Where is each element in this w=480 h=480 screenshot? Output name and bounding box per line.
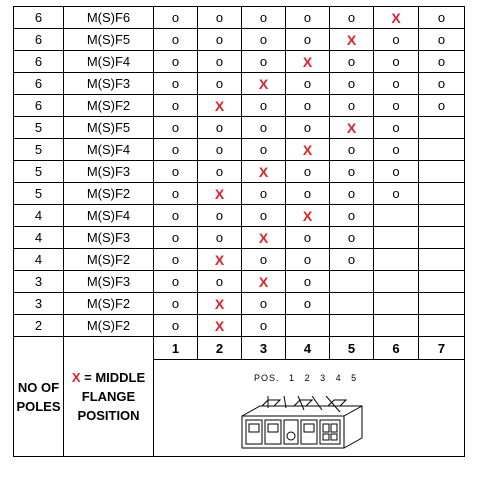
model-cell: M(S)F4 (64, 139, 154, 161)
position-cell: o (286, 117, 330, 139)
position-cell (419, 249, 465, 271)
position-cell: o (198, 73, 242, 95)
table-row (14, 95, 465, 117)
position-cell (419, 205, 465, 227)
position-cell: o (286, 29, 330, 51)
position-cell: o (330, 183, 374, 205)
pos-number: 5 (351, 373, 358, 383)
position-cell: o (286, 7, 330, 29)
position-cell: o (242, 183, 286, 205)
position-cell (374, 249, 419, 271)
position-cell: o (330, 51, 374, 73)
poles-cell: 5 (14, 161, 64, 183)
position-cell: o (242, 315, 286, 337)
position-cell: o (286, 227, 330, 249)
model-cell: M(S)F4 (64, 51, 154, 73)
poles-cell: 6 (14, 29, 64, 51)
pos-number: 2 (304, 373, 311, 383)
model-cell: M(S)F2 (64, 95, 154, 117)
model-cell: M(S)F4 (64, 205, 154, 227)
position-cell: X (242, 161, 286, 183)
position-cell (374, 315, 419, 337)
table-row (14, 205, 465, 227)
position-cell: o (198, 51, 242, 73)
poles-cell: 5 (14, 117, 64, 139)
no-of-poles-label: NO OF POLES (14, 337, 64, 457)
position-cell: o (242, 249, 286, 271)
position-cell (419, 139, 465, 161)
table-row (14, 161, 465, 183)
position-cell: o (374, 117, 419, 139)
model-cell: M(S)F3 (64, 227, 154, 249)
position-cell: o (286, 293, 330, 315)
position-cell (374, 293, 419, 315)
position-cell: o (286, 161, 330, 183)
position-cell: o (154, 161, 198, 183)
model-cell: M(S)F6 (64, 7, 154, 29)
position-number: 1 (154, 337, 198, 360)
position-cell: o (419, 29, 465, 51)
position-cell: o (198, 7, 242, 29)
position-cell (330, 271, 374, 293)
position-cell: X (198, 183, 242, 205)
position-cell: o (154, 249, 198, 271)
position-cell: o (330, 95, 374, 117)
position-cell: o (242, 205, 286, 227)
position-cell: X (198, 249, 242, 271)
position-cell: o (374, 183, 419, 205)
position-cell (330, 315, 374, 337)
poles-cell: 4 (14, 227, 64, 249)
model-cell: M(S)F5 (64, 29, 154, 51)
poles-cell: 6 (14, 95, 64, 117)
position-cell: o (419, 73, 465, 95)
pos-number: 3 (320, 373, 327, 383)
position-cell: o (419, 7, 465, 29)
position-cell: X (198, 315, 242, 337)
position-cell: o (242, 95, 286, 117)
position-cell: o (330, 73, 374, 95)
position-cell (374, 205, 419, 227)
table-row (14, 7, 465, 29)
position-cell: o (154, 117, 198, 139)
position-cell: o (154, 7, 198, 29)
position-cell (419, 271, 465, 293)
position-header-row (14, 337, 465, 360)
position-cell (419, 315, 465, 337)
position-cell (286, 315, 330, 337)
poles-cell: 5 (14, 139, 64, 161)
position-cell: o (374, 95, 419, 117)
position-cell: o (242, 7, 286, 29)
position-cell: o (286, 95, 330, 117)
table-row (14, 183, 465, 205)
position-cell (419, 227, 465, 249)
position-cell: o (198, 271, 242, 293)
model-cell: M(S)F2 (64, 183, 154, 205)
position-table (13, 6, 465, 457)
position-cell: o (286, 249, 330, 271)
table-row (14, 51, 465, 73)
position-cell: o (242, 293, 286, 315)
connector-drawing (232, 396, 372, 452)
position-cell: o (374, 73, 419, 95)
position-cell: o (374, 139, 419, 161)
poles-cell: 5 (14, 183, 64, 205)
position-cell: o (154, 315, 198, 337)
position-cell: o (330, 139, 374, 161)
position-cell: X (374, 7, 419, 29)
position-cell: o (242, 117, 286, 139)
poles-cell: 6 (14, 73, 64, 95)
position-cell: o (154, 29, 198, 51)
poles-cell: 3 (14, 271, 64, 293)
table-row (14, 117, 465, 139)
poles-cell: 6 (14, 51, 64, 73)
position-cell: o (286, 271, 330, 293)
table-footer (14, 337, 465, 457)
position-cell (419, 117, 465, 139)
position-cell: o (374, 51, 419, 73)
position-cell: X (286, 205, 330, 227)
position-cell (419, 161, 465, 183)
model-cell: M(S)F5 (64, 117, 154, 139)
model-cell: M(S)F3 (64, 161, 154, 183)
position-cell: o (330, 7, 374, 29)
position-cell: o (198, 227, 242, 249)
position-cell: X (242, 73, 286, 95)
position-cell: o (198, 117, 242, 139)
position-cell: o (154, 95, 198, 117)
position-cell: o (374, 161, 419, 183)
position-number: 6 (374, 337, 419, 360)
model-cell: M(S)F3 (64, 73, 154, 95)
position-cell: o (330, 227, 374, 249)
position-cell: o (154, 293, 198, 315)
position-cell: o (286, 183, 330, 205)
position-cell (419, 183, 465, 205)
table-row (14, 227, 465, 249)
position-cell: o (154, 73, 198, 95)
position-cell: o (198, 205, 242, 227)
poles-cell: 2 (14, 315, 64, 337)
position-cell (374, 271, 419, 293)
table-body (14, 7, 465, 337)
model-cell: M(S)F2 (64, 293, 154, 315)
connector-image-cell (154, 360, 465, 457)
position-cell: o (419, 95, 465, 117)
position-cell: o (154, 271, 198, 293)
position-cell: X (242, 271, 286, 293)
x-meaning: = MIDDLE FLANGE POSITION (77, 370, 146, 423)
poles-cell: 4 (14, 205, 64, 227)
flange-position-chart (13, 6, 464, 471)
position-cell: o (242, 139, 286, 161)
position-number: 4 (286, 337, 330, 360)
position-cell: o (242, 51, 286, 73)
position-cell: o (330, 205, 374, 227)
position-number: 7 (419, 337, 465, 360)
table-row (14, 73, 465, 95)
x-symbol: X (71, 370, 81, 385)
position-cell (330, 293, 374, 315)
poles-cell: 4 (14, 249, 64, 271)
position-cell: o (242, 29, 286, 51)
position-cell (374, 227, 419, 249)
model-cell: M(S)F3 (64, 271, 154, 293)
pos-prefix: POS. (254, 373, 280, 383)
table-row (14, 249, 465, 271)
position-cell: o (154, 227, 198, 249)
position-cell: o (198, 161, 242, 183)
position-cell: o (198, 29, 242, 51)
position-cell: o (154, 51, 198, 73)
position-cell: o (154, 205, 198, 227)
table-row (14, 293, 465, 315)
position-cell: X (242, 227, 286, 249)
position-cell: o (286, 73, 330, 95)
position-cell: X (286, 139, 330, 161)
table-row (14, 139, 465, 161)
position-cell (419, 293, 465, 315)
table-row (14, 29, 465, 51)
position-cell: X (330, 29, 374, 51)
position-number: 5 (330, 337, 374, 360)
legend-middle-flange (64, 337, 154, 457)
position-cell: o (154, 139, 198, 161)
position-cell: o (154, 183, 198, 205)
position-cell: o (330, 161, 374, 183)
pos-number: 4 (335, 373, 342, 383)
position-cell: X (286, 51, 330, 73)
poles-cell: 3 (14, 293, 64, 315)
table-row (14, 271, 465, 293)
position-cell: o (198, 139, 242, 161)
position-cell: o (374, 29, 419, 51)
model-cell: M(S)F2 (64, 315, 154, 337)
position-cell: X (198, 293, 242, 315)
position-number: 3 (242, 337, 286, 360)
table-row (14, 315, 465, 337)
position-number: 2 (198, 337, 242, 360)
position-cell: o (419, 51, 465, 73)
model-cell: M(S)F2 (64, 249, 154, 271)
position-cell: X (198, 95, 242, 117)
position-cell: o (330, 249, 374, 271)
poles-cell: 6 (14, 7, 64, 29)
position-cell: X (330, 117, 374, 139)
pos-label (254, 374, 363, 383)
pos-number: 1 (289, 373, 296, 383)
